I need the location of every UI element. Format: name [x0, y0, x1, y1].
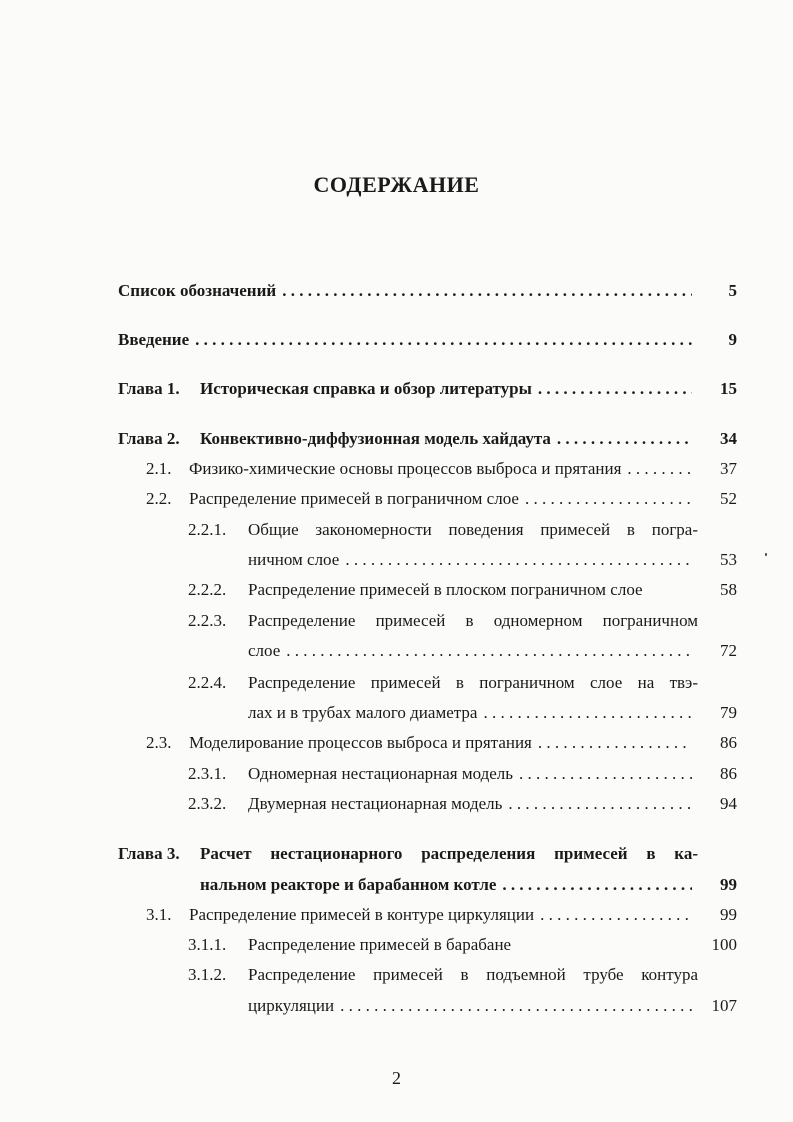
dot-leader	[195, 328, 692, 352]
toc-entry-text: Распределение примесей в подъемной трубе контура	[248, 965, 698, 984]
toc-entry-section-2-2-3	[0, 609, 793, 633]
dot-leader	[345, 548, 692, 572]
toc-entry-section-3-1-1	[0, 933, 793, 957]
toc-entry-section-2-2-4	[0, 671, 793, 695]
toc-page-number: 52	[720, 489, 737, 508]
toc-page-number: 86	[720, 733, 737, 752]
dot-leader	[508, 792, 692, 816]
toc-entry-text: Распределение примесей в контуре циркуляции	[189, 905, 535, 924]
toc-section-number: 2.2.4.	[188, 673, 227, 692]
toc-chapter-number: Глава 3.	[118, 844, 180, 863]
scan-speck	[765, 553, 767, 556]
toc-page-number: 37	[720, 459, 737, 478]
toc-section-number: 2.3.1.	[188, 764, 227, 783]
toc-section-number: 2.2.1.	[188, 520, 227, 539]
toc-page-number: 79	[720, 703, 737, 722]
toc-entry-text: Распределение примесей в барабане	[248, 935, 512, 954]
toc-entry-text: Двумерная нестационарная модель	[248, 794, 503, 813]
toc-entry-section-2-3	[0, 731, 793, 755]
toc-page-number: 34	[720, 429, 737, 448]
dot-leader	[540, 903, 692, 927]
toc-entry-text: Общие закономерности поведения примесей в погра-	[248, 520, 698, 539]
toc-entry-text: Физико-химические основы процессов выброса и прятания	[189, 459, 622, 478]
toc-page-number: 100	[711, 935, 737, 954]
dot-leader	[525, 487, 692, 511]
toc-section-number: 3.1.2.	[188, 965, 227, 984]
dot-leader	[340, 994, 692, 1018]
toc-page-number: 99	[720, 905, 737, 924]
page-number: 2	[392, 1068, 401, 1088]
toc-entry-chapter-1	[0, 377, 793, 401]
dot-leader	[557, 427, 692, 451]
toc-entry-text: слое	[248, 641, 281, 660]
toc-entry-text: Конвективно-диффузионная модель хайдаута	[200, 429, 551, 448]
toc-entry-text: лах и в трубах малого диаметра	[248, 703, 478, 722]
toc-page-number: 9	[728, 330, 737, 349]
toc-entry-section-2-3-1	[0, 762, 793, 786]
dot-leader	[483, 701, 692, 725]
toc-section-number: 2.2.2.	[188, 580, 227, 599]
toc-page-number: 53	[720, 550, 737, 569]
toc-section-number: 2.2.	[146, 489, 172, 508]
toc-entry-section-2-2-1	[0, 518, 793, 542]
toc-entry-text: Распределение примесей в пограничном слое	[189, 489, 519, 508]
dot-leader	[282, 279, 692, 303]
toc-entry-text: Расчет нестационарного распределения примесей в ка-	[200, 844, 698, 863]
toc-entry-introduction	[0, 328, 793, 352]
toc-section-number: 3.1.	[146, 905, 172, 924]
toc-entry-text: нальном реакторе и барабанном котле	[200, 875, 497, 894]
dot-leader	[286, 639, 692, 663]
toc-entry-section-2-2-4-cont	[0, 701, 793, 725]
toc-page-number: 5	[728, 281, 737, 300]
toc-section-number: 2.2.3.	[188, 611, 227, 630]
dot-leader	[538, 377, 692, 401]
toc-section-number: 2.1.	[146, 459, 172, 478]
toc-page-number: 72	[720, 641, 737, 660]
toc-entry-chapter-3-cont	[0, 873, 793, 897]
toc-entry-text: Моделирование процессов выброса и прятания	[189, 733, 532, 752]
toc-entry-text: ничном слое	[248, 550, 340, 569]
dot-leader	[519, 762, 692, 786]
toc-page-number: 94	[720, 794, 737, 813]
toc-entry-text: Распределение примесей в одномерном пограничном	[248, 611, 698, 630]
toc-entry-chapter-3	[0, 842, 793, 866]
toc-entry-section-2-2-1-cont	[0, 548, 793, 572]
dot-leader	[627, 457, 692, 481]
toc-entry-section-2-3-2	[0, 792, 793, 816]
toc-page-number: 15	[720, 379, 737, 398]
toc-section-number: 2.3.	[146, 733, 172, 752]
toc-entry-chapter-2	[0, 427, 793, 451]
toc-section-number: 2.3.2.	[188, 794, 227, 813]
toc-entry-text: Распределение примесей в плоском пограничном слое	[248, 580, 643, 599]
toc-entry-text: Одномерная нестационарная модель	[248, 764, 514, 783]
toc-entry-text: Список обозначений	[118, 281, 277, 300]
toc-entry-section-3-1-2-cont	[0, 994, 793, 1018]
toc-entry-section-2-1	[0, 457, 793, 481]
toc-entry-section-2-2-2	[0, 578, 793, 602]
toc-entry-text: Введение	[118, 330, 190, 349]
toc-entry-section-3-1	[0, 903, 793, 927]
page-title: СОДЕРЖАНИЕ	[313, 172, 480, 197]
toc-entry-section-3-1-2	[0, 963, 793, 987]
toc-entry-text: Распределение примесей в пограничном слое на твэ-	[248, 673, 698, 692]
toc-page-number: 107	[711, 996, 737, 1015]
toc-page-number: 99	[720, 875, 737, 894]
toc-entry-text: циркуляции	[248, 996, 335, 1015]
toc-entry-list-of-symbols	[0, 279, 793, 303]
dot-leader	[538, 731, 692, 755]
toc-chapter-number: Глава 2.	[118, 429, 180, 448]
toc-section-number: 3.1.1.	[188, 935, 227, 954]
toc-chapter-number: Глава 1.	[118, 379, 180, 398]
toc-page-number: 58	[720, 580, 737, 599]
toc-entry-text: Историческая справка и обзор литературы	[200, 379, 532, 398]
toc-entry-section-2-2-3-cont	[0, 639, 793, 663]
dot-leader	[502, 873, 692, 897]
toc-entry-section-2-2	[0, 487, 793, 511]
toc-page-number: 86	[720, 764, 737, 783]
